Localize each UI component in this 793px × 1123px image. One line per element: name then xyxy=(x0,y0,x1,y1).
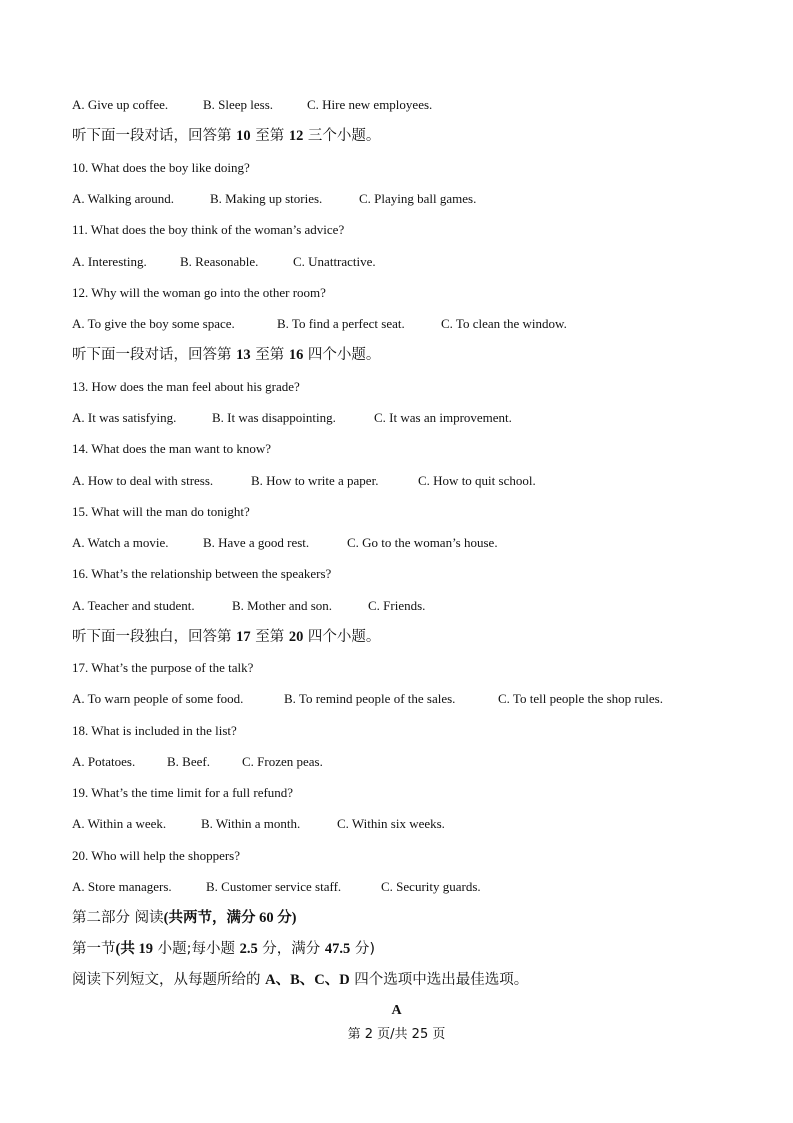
section-heading-13-16: 听下面一段对话，回答第 13 至第 16 四个小题。 xyxy=(72,347,381,363)
page-footer: 第 2 页/共 25 页 xyxy=(347,1027,446,1042)
option-a: A. Give up coffee. xyxy=(72,97,169,112)
option-a: A. Watch a movie. xyxy=(72,535,169,550)
passage-label: A xyxy=(391,1003,402,1018)
q14-options xyxy=(72,472,536,490)
question-15: 15. What will the man do tonight? xyxy=(72,504,250,519)
option-c: C. Unattractive. xyxy=(293,254,376,269)
option-b: B. To remind people of the sales. xyxy=(284,691,456,706)
option-b: B. Mother and son. xyxy=(232,598,333,613)
question-14: 14. What does the man want to know? xyxy=(72,441,272,456)
section-heading-17-20: 听下面一段独白，回答第 17 至第 20 四个小题。 xyxy=(72,629,381,645)
option-b: B. Have a good rest. xyxy=(203,535,310,550)
option-c: C. Security guards. xyxy=(381,879,481,894)
option-b: B. It was disappointing. xyxy=(212,410,336,425)
option-b: B. How to write a paper. xyxy=(251,473,379,488)
q18-options xyxy=(72,753,323,771)
option-a: A. To give the boy some space. xyxy=(72,316,235,331)
q11-options xyxy=(72,253,376,271)
option-a: A. Teacher and student. xyxy=(72,598,195,613)
option-c: C. Within six weeks. xyxy=(337,816,445,831)
option-a: A. How to deal with stress. xyxy=(72,473,214,488)
q9-options xyxy=(72,96,432,114)
option-c: C. How to quit school. xyxy=(418,473,536,488)
option-a: A. Interesting. xyxy=(72,254,147,269)
question-10: 10. What does the boy like doing? xyxy=(72,160,250,175)
q17-options xyxy=(72,690,663,708)
question-11: 11. What does the boy think of the woman’s advice? xyxy=(72,222,345,237)
q10-options xyxy=(72,190,476,208)
option-c: C. Frozen peas. xyxy=(242,754,323,769)
option-b: B. Reasonable. xyxy=(180,254,259,269)
section-one-heading: 第一节(共 19 小题;每小题 2.5 分，满分 47.5 分) xyxy=(72,941,376,957)
option-b: B. Within a month. xyxy=(201,816,301,831)
question-13: 13. How does the man feel about his grade? xyxy=(72,379,300,394)
question-12: 12. Why will the woman go into the other room? xyxy=(72,285,326,300)
q13-options xyxy=(72,409,512,427)
q16-options xyxy=(72,597,425,615)
q12-options xyxy=(72,315,567,333)
option-c: C. To clean the window. xyxy=(441,316,567,331)
option-b: B. Customer service staff. xyxy=(206,879,342,894)
reading-instruction: 阅读下列短文，从每题所给的 A、B、C、D 四个选项中选出最佳选项。 xyxy=(72,972,529,988)
option-c: C. It was an improvement. xyxy=(374,410,512,425)
question-20: 20. Who will help the shoppers? xyxy=(72,848,241,863)
question-16: 16. What’s the relationship between the speakers? xyxy=(72,566,332,581)
option-a: A. Within a week. xyxy=(72,816,167,831)
option-a: A. Potatoes. xyxy=(72,754,136,769)
option-b: B. To find a perfect seat. xyxy=(277,316,405,331)
q20-options xyxy=(72,878,481,896)
section-heading-10-12: 听下面一段对话，回答第 10 至第 12 三个小题。 xyxy=(72,128,381,144)
option-c: C. Friends. xyxy=(368,598,426,613)
option-b: B. Sleep less. xyxy=(203,97,274,112)
q19-options xyxy=(72,815,445,833)
q15-options xyxy=(72,534,498,552)
option-b: B. Making up stories. xyxy=(210,191,323,206)
option-a: A. Walking around. xyxy=(72,191,174,206)
option-a: A. Store managers. xyxy=(72,879,172,894)
option-c: C. To tell people the shop rules. xyxy=(498,691,663,706)
question-18: 18. What is included in the list? xyxy=(72,723,237,738)
option-c: C. Go to the woman’s house. xyxy=(347,535,498,550)
part-two-heading: 第二部分 阅读(共两节，满分 60 分) xyxy=(72,910,297,926)
question-19: 19. What’s the time limit for a full refund? xyxy=(72,785,294,800)
option-b: B. Beef. xyxy=(167,754,210,769)
question-17: 17. What’s the purpose of the talk? xyxy=(72,660,254,675)
option-a: A. It was satisfying. xyxy=(72,410,177,425)
option-a: A. To warn people of some food. xyxy=(72,691,244,706)
option-c: C. Playing ball games. xyxy=(359,191,477,206)
option-c: C. Hire new employees. xyxy=(307,97,433,112)
